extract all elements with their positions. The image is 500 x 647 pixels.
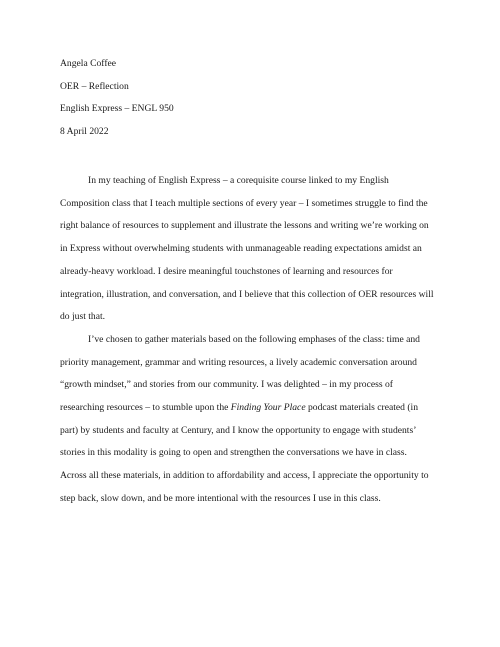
paragraph-2-line: “growth mindset,” and stories from our community. I was delighted – in my process of: [60, 379, 393, 391]
document-body: [60, 170, 443, 511]
line-text: researching resources – to stumble upon the: [60, 402, 231, 414]
paragraph-2-line: stories in this modality is going to open and strengthen the conversations we have in class.: [60, 447, 407, 459]
paragraph-1: [60, 170, 443, 329]
paragraph-2-line: I’ve chosen to gather materials based on the following emphases of the class: time and: [88, 333, 420, 345]
assignment-title: OER – Reflection: [60, 80, 129, 92]
paragraph-2-line: part) by students and faculty at Century, and I know the opportunity to engage with students’: [60, 424, 417, 436]
paragraph-1-line: in Express without overwhelming students with unmanageable reading expectations amidst an: [60, 243, 422, 255]
paragraph-2: [60, 329, 443, 511]
paragraph-1-line: In my teaching of English Express – a corequisite course linked to my English: [88, 175, 389, 186]
document-header: [60, 57, 174, 147]
paragraph-2-line: step back, slow down, and be more intentional with the resources I use in this class.: [60, 492, 381, 504]
paragraph-2-line-with-title: [60, 397, 443, 420]
paragraph-1-line: integration, illustration, and conversation, and I believe that this collection of OER resources will: [60, 288, 434, 300]
paragraph-1-line: do just that.: [60, 311, 106, 323]
podcast-title: Finding Your Place: [230, 402, 306, 414]
author-name: Angela Coffee: [60, 58, 117, 69]
paragraph-2-line: priority management, grammar and writing resources, a lively academic conversation around: [60, 356, 417, 368]
paragraph-1-line: right balance of resources to supplement and illustrate the lessons and writing we’re working on: [60, 220, 429, 232]
paragraph-2-line: Across all these materials, in addition to affordability and access, I appreciate the opportunity to: [60, 470, 429, 482]
paragraph-1-line: Composition class that I teach multiple sections of every year – I sometimes struggle to find the: [60, 197, 428, 209]
line-text: podcast materials created (in: [305, 402, 418, 414]
document-date: 8 April 2022: [60, 125, 109, 137]
paragraph-1-line: already-heavy workload. I desire meaningful touchstones of learning and resources for: [60, 265, 393, 277]
course-name: English Express – ENGL 950: [60, 103, 174, 115]
